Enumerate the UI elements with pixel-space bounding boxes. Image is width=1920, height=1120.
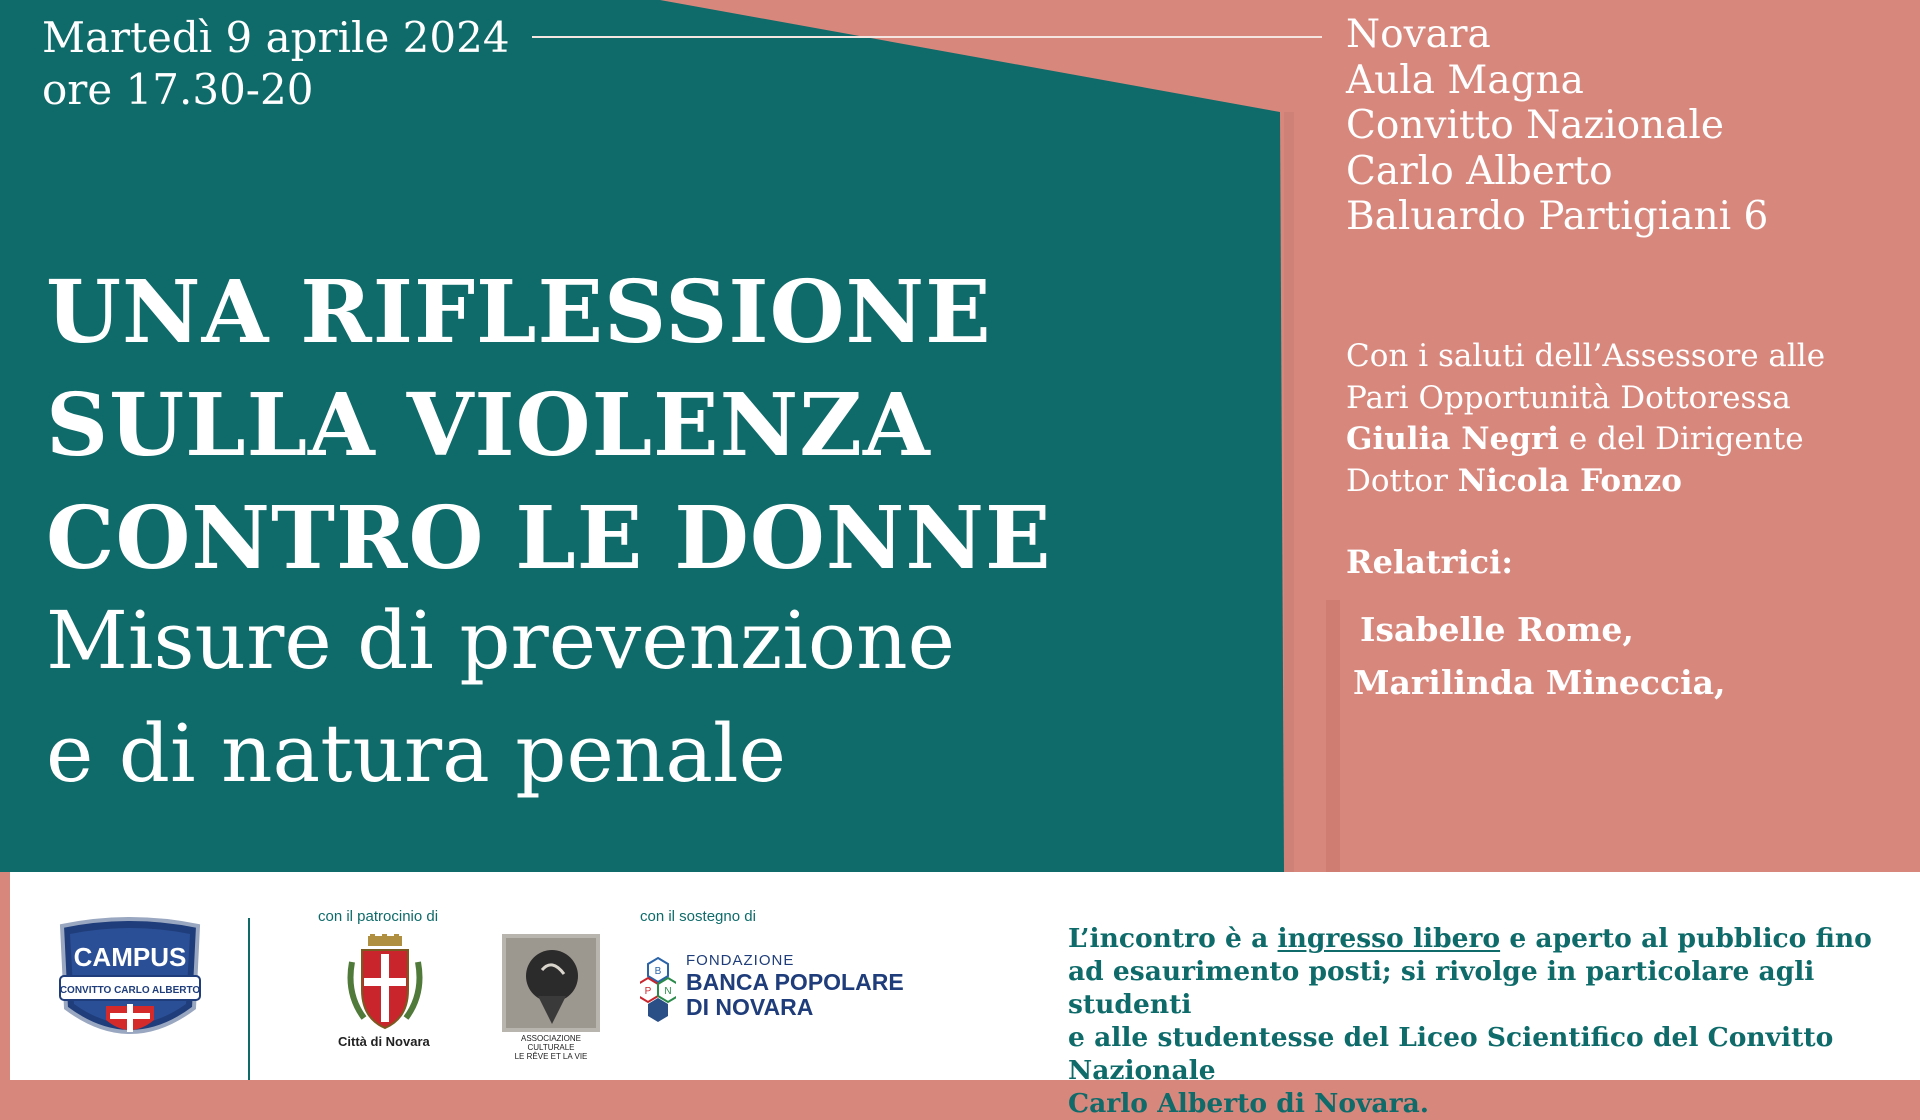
- info-line-1-post: e aperto al pubblico fino: [1500, 923, 1872, 954]
- svg-text:P: P: [644, 986, 652, 997]
- dirigente-name: Nicola Fonzo: [1457, 462, 1682, 499]
- speaker-2: Marilinda Mineccia,: [1353, 663, 1726, 702]
- subtitle-line-1: Misure di prevenzione: [46, 594, 955, 687]
- footer-divider: [248, 918, 250, 1080]
- venue-room: Aula Magna: [1346, 57, 1584, 103]
- campus-logo-title: CAMPUS: [73, 942, 187, 972]
- title-line-2: SULLA VIOLENZA: [46, 375, 931, 476]
- info-line-1-pre: L’incontro è a: [1068, 923, 1278, 954]
- title-line-3: CONTRO LE DONNE: [46, 488, 1052, 589]
- bank-logo-text: [686, 952, 904, 1019]
- free-entry-text: ingresso libero: [1277, 923, 1501, 954]
- bank-line-1: FONDAZIONE: [686, 952, 795, 969]
- patronage-label: con il patrocinio di: [318, 908, 439, 925]
- bank-line-2: BANCA POPOLARE: [686, 969, 904, 995]
- greetings-line-1: Con i saluti dell’Assessore alle: [1346, 338, 1826, 374]
- greetings-line-4-text: Dottor: [1346, 462, 1458, 499]
- main-title: [46, 256, 1052, 595]
- venue-block: [1346, 12, 1768, 240]
- subtitle-line-2: e di natura penale: [46, 707, 786, 800]
- event-date: [42, 12, 510, 116]
- greetings-line-3-text: e del Dirigente: [1559, 421, 1804, 457]
- greetings-line-4: [1346, 461, 1825, 503]
- venue-school-1: Convitto Nazionale: [1346, 103, 1724, 148]
- info-line-2: ad esaurimento posti; si rivolge in particolare agli studenti: [1068, 956, 1815, 1020]
- campus-logo: [56, 916, 204, 1050]
- venue-address: Baluardo Partigiani 6: [1346, 194, 1769, 239]
- city-coat-of-arms-icon: [342, 934, 428, 1034]
- header-divider: [532, 36, 1322, 38]
- greetings-line-3: [1346, 419, 1825, 461]
- city-caption: Città di Novara: [338, 1034, 430, 1049]
- association-caption: [502, 1034, 600, 1061]
- greetings-line-2: Pari Opportunità Dottoressa: [1346, 379, 1791, 416]
- date-line: Martedì 9 aprile 2024: [42, 13, 510, 62]
- support-label: con il sostegno di: [640, 908, 756, 925]
- info-line-4: Carlo Alberto di Novara.: [1068, 1088, 1429, 1119]
- subtitle: [46, 584, 955, 810]
- title-line-1: UNA RIFLESSIONE: [46, 262, 992, 363]
- speaker-1: Isabelle Rome,: [1360, 610, 1634, 649]
- greetings-block: [1346, 336, 1825, 502]
- speakers-heading: Relatrici:: [1346, 543, 1514, 581]
- venue-city: Novara: [1346, 12, 1491, 57]
- info-line-1: [1068, 922, 1920, 955]
- svg-text:B: B: [654, 966, 662, 977]
- info-line-3: e alle studentesse del Liceo Scientifico del Convitto Nazionale: [1068, 1022, 1834, 1086]
- bank-line-3: DI NOVARA: [686, 994, 814, 1020]
- campus-logo-subtitle: CONVITTO CARLO ALBERTO: [59, 985, 201, 996]
- time-line: ore 17.30-20: [42, 65, 314, 114]
- svg-text:N: N: [664, 986, 672, 997]
- association-caption-line-2: LE RÊVE ET LA VIE: [514, 1052, 588, 1061]
- association-caption-line-1: ASSOCIAZIONE CULTURALE: [520, 1034, 581, 1052]
- association-logo: [502, 934, 600, 1032]
- assessore-name: Giulia Negri: [1346, 421, 1560, 457]
- venue-school-2: Carlo Alberto: [1346, 148, 1613, 194]
- bank-hexagon-icon: [640, 956, 676, 1022]
- event-info: [1068, 922, 1920, 1120]
